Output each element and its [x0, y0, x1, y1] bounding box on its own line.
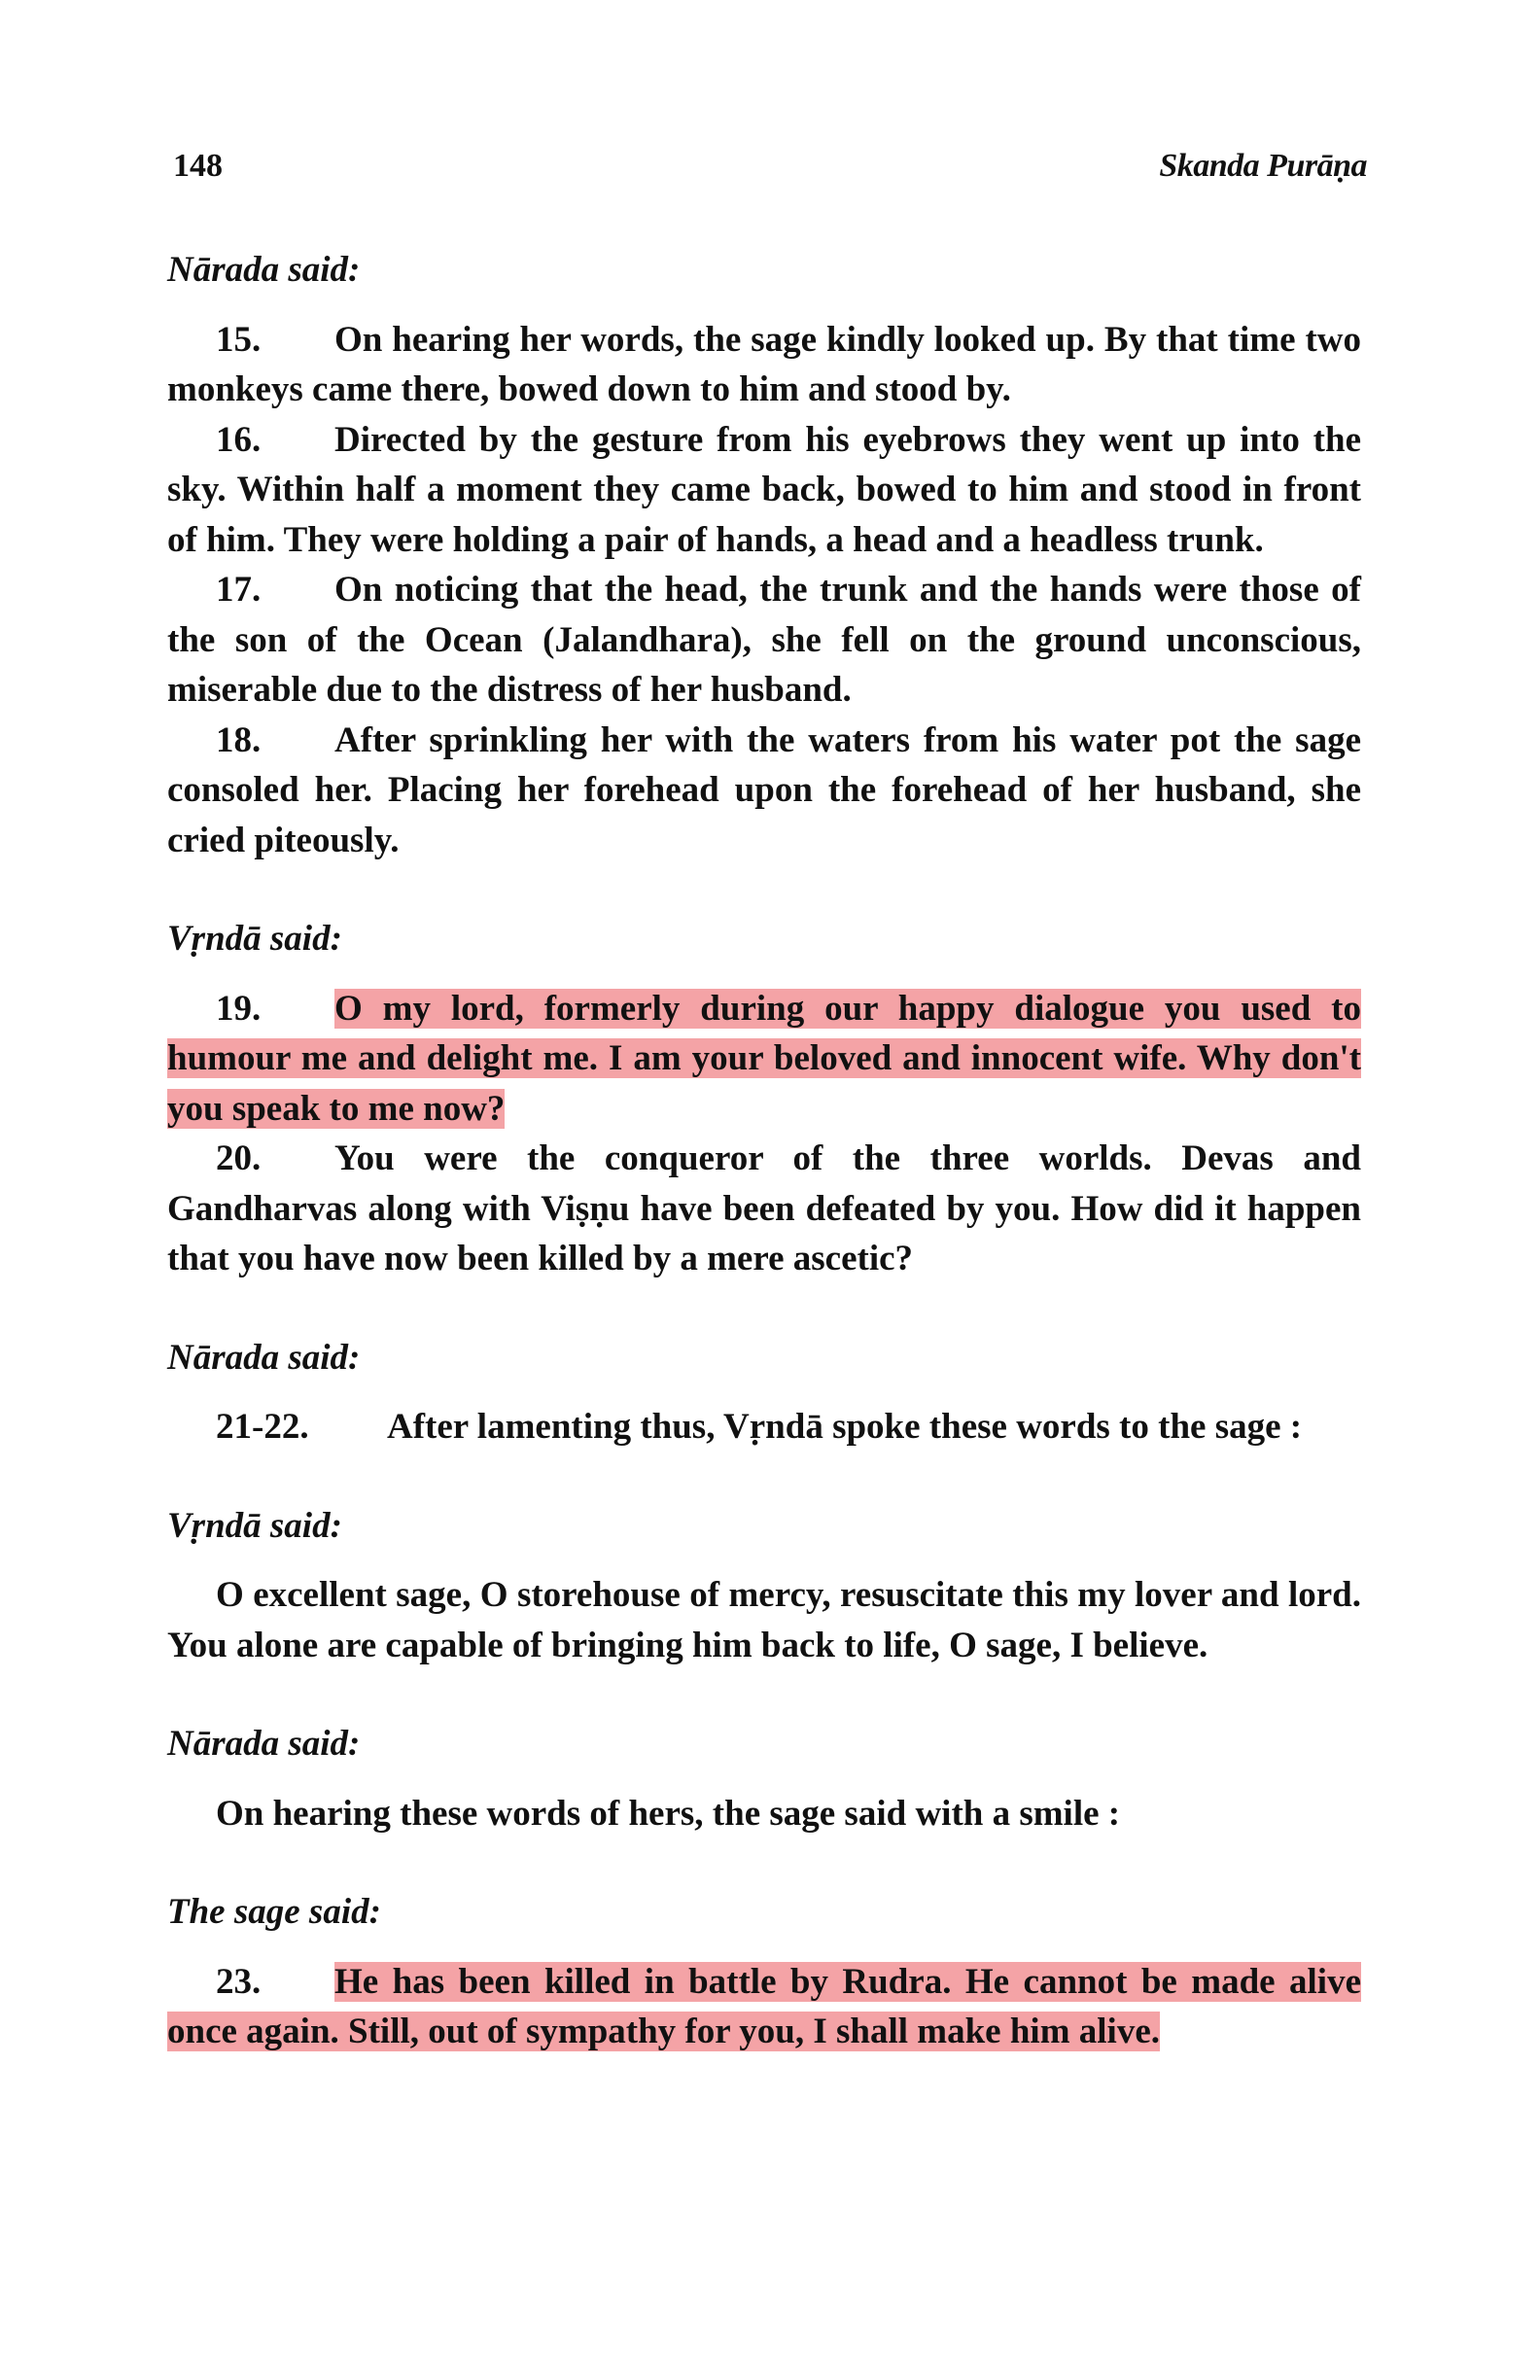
unnumbered-verse: O excellent sage, O storehouse of mercy, resuscitate this my lover and lord. You alone are capable of bringing him back to life, O sage, I believe. [167, 1575, 1361, 1665]
speaker-heading: Nārada said: [167, 1724, 361, 1764]
speaker-heading: Vṛndā said: [167, 1505, 342, 1546]
page-body [167, 245, 1361, 2057]
verse-19 [167, 984, 1361, 1135]
verse-text: Directed by the gesture from his eyebrows they went up into the sky. Within half a moment they came back, bowed to him and stood in front of him. They were holding a pair of hands, a head and a headless trunk. [167, 419, 1361, 560]
verse-number: 15. [216, 319, 262, 360]
verse-16 [167, 415, 1361, 566]
verse-number: 23. [216, 1961, 262, 2002]
page-number: 148 [173, 148, 223, 184]
running-title: Skanda Purāṇa [1159, 148, 1367, 184]
verse-text: On hearing her words, the sage kindly looked up. By that time two monkeys came there, bowed down to him and stood by. [167, 319, 1361, 409]
verse-text: After lamenting thus, Vṛndā spoke these words to the sage : [387, 1407, 1303, 1447]
verse-text: On noticing that the head, the trunk and the hands were those of the son of the Ocean (Jalandhara), she fell on the ground unconscious, miserable due to the distress of her husband. [167, 570, 1361, 710]
speaker-heading: Nārada said: [167, 1337, 361, 1378]
verse-18 [167, 716, 1361, 866]
verse-number: 19. [216, 988, 262, 1029]
verse-text: You were the conqueror of the three worlds. Devas and Gandharvas along with Viṣṇu have been defeated by you. How did it happen that you have now been killed by a mere ascetic? [167, 1138, 1361, 1278]
highlighted-text: O my lord, formerly during our happy dialogue you used to humour me and delight me. I am your beloved and innocent wife. Why don't you speak to me now? [167, 988, 1361, 1129]
verse-number: 18. [216, 719, 262, 760]
speaker-heading: The sage said: [167, 1892, 381, 1932]
verse-text: After sprinkling her with the waters from his water pot the sage consoled her. Placing her forehead upon the forehead of her husband, she cried piteously. [167, 719, 1361, 860]
speaker-heading: Nārada said: [167, 250, 361, 290]
verse-17 [167, 565, 1361, 716]
verse-number: 20. [216, 1138, 262, 1178]
verse-number: 16. [216, 419, 262, 460]
verse-21-22 [167, 1402, 1361, 1452]
speaker-heading: Vṛndā said: [167, 919, 342, 959]
verse-23 [167, 1957, 1361, 2057]
page-header [173, 148, 1367, 196]
highlighted-text: He has been killed in battle by Rudra. He cannot be made alive once again. Still, out of sympathy for you, I shall make him alive. [167, 1961, 1361, 2051]
verse-number: 17. [216, 570, 262, 610]
verse-15 [167, 315, 1361, 415]
verse-number: 21-22. [216, 1407, 309, 1447]
unnumbered-verse: On hearing these words of hers, the sage said with a smile : [216, 1793, 1121, 1834]
verse-20 [167, 1134, 1361, 1284]
